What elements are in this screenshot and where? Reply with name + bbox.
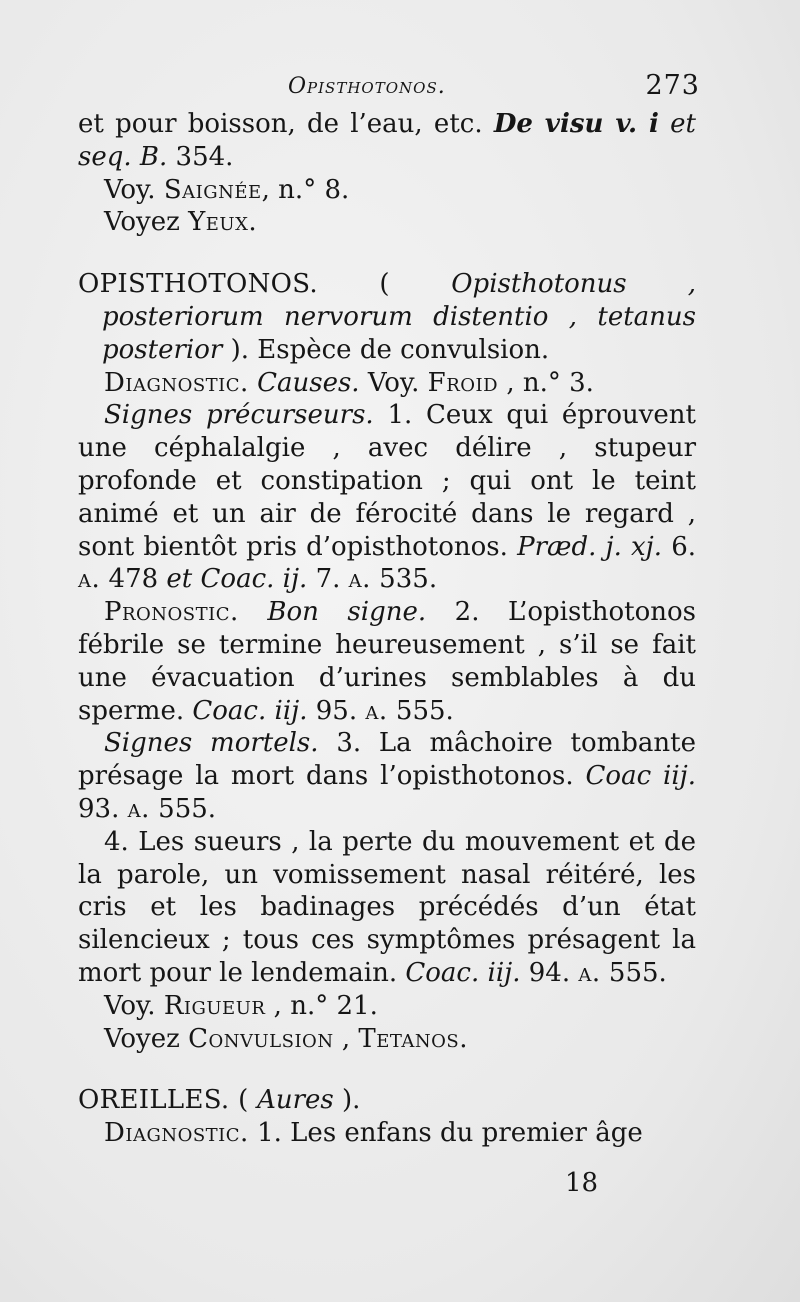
text-run: 555. — [387, 695, 454, 726]
continuation-paragraph — [78, 108, 696, 174]
citation: a. — [578, 957, 601, 988]
citation: a. — [365, 695, 388, 726]
text-run: Voy. — [104, 990, 164, 1021]
text-run: 1. Ceux qui éprouvent une céphalalgie , avec délire , stupeur profonde et constipation ; qui ont le teint animé et un air de férocité dans le regard , sont bientôt pris d’opisthotonos. — [78, 400, 696, 562]
latin-gloss: Opisthotonus , posteriorum nervorum distentio , tetanus posterior — [102, 269, 696, 365]
citation: Coac. iij. — [405, 957, 521, 988]
text-run: Voyez — [104, 207, 189, 238]
text-run: 3. La mâchoire tombante présage la mort dans l’opisthotonos. — [78, 728, 696, 792]
text-run: 478 — [100, 564, 167, 595]
paragraph-sueurs — [78, 826, 696, 990]
text-run: 95. — [307, 695, 366, 726]
text-run: et pour boisson, de l’eau, etc. — [78, 109, 494, 139]
text-run: , n.° 21. — [265, 990, 378, 1021]
page-body — [78, 108, 696, 1150]
subsection-label: Signes précurseurs. — [104, 400, 374, 431]
text-run: , n.° 3. — [498, 367, 594, 398]
text-run: , n.° 8. — [261, 174, 350, 205]
entry-title: OREILLES. ( — [78, 1085, 258, 1116]
text-run: 535. — [370, 564, 438, 595]
text-run: 93. — [78, 793, 128, 824]
text-run: ). Espèce de convulsion. — [222, 334, 550, 365]
text-run: Voy. — [359, 367, 428, 398]
paragraph-signes-precurseurs — [78, 399, 696, 596]
subsection-label: Signes mortels. — [104, 728, 319, 759]
cross-reference — [78, 990, 696, 1023]
reference-term: Saignée — [163, 174, 262, 205]
paragraph-signes-mortels — [78, 727, 696, 825]
subsection-label: Causes. — [248, 367, 360, 398]
reference-term: Rigueur — [163, 990, 266, 1021]
text-run: 7. — [307, 564, 349, 595]
text-run: Voy. — [104, 174, 164, 205]
cross-reference — [78, 206, 696, 239]
text-run: 555. — [149, 793, 217, 824]
paragraph-pronostic — [78, 596, 696, 727]
cross-reference — [78, 174, 696, 207]
page-number: 273 — [645, 70, 700, 101]
text-run: 94. — [520, 957, 579, 988]
diagnostic-line — [78, 1117, 696, 1150]
text-run: 555. — [600, 957, 667, 988]
entry-heading-opisthotonos — [78, 268, 696, 366]
running-title: Opisthotonos. — [288, 74, 446, 99]
text-run: , — [333, 1023, 359, 1054]
signature-mark: 18 — [565, 1168, 599, 1198]
text-run: 1. Les enfans du premier âge — [248, 1118, 643, 1149]
citation: a. — [78, 564, 101, 595]
diagnostic-line — [78, 367, 696, 400]
text-run: 2. L’opisthotonos fébrile se termine heureusement , s’il se fait une évacuation d’urines semblables à du sperme. — [78, 597, 696, 726]
subsection-label: Bon signe. — [238, 597, 427, 628]
section-label: Diagnostic. — [104, 1118, 249, 1149]
section-label: Pronostic. — [104, 597, 239, 628]
section-label: Diagnostic. — [104, 367, 249, 398]
citation: Præd. j. xj. — [517, 531, 663, 562]
citation: a. — [348, 564, 371, 595]
reference-term: Tetanos. — [358, 1023, 468, 1054]
citation: Coac. iij. — [192, 695, 308, 726]
reference-term: Convulsion — [188, 1023, 334, 1054]
text-run: 6. — [662, 531, 696, 562]
entry-title: OPISTHOTONOS. ( — [78, 269, 452, 300]
cross-reference — [78, 1023, 696, 1056]
citation: et seq. B. — [78, 109, 696, 172]
latin-gloss: Aures — [257, 1085, 334, 1116]
text-run: ). — [333, 1085, 361, 1116]
text-run: 354. — [167, 141, 234, 172]
entry-heading-oreilles — [78, 1084, 696, 1117]
citation: et Coac. ij. — [166, 564, 308, 595]
citation: Coac iij. — [585, 761, 696, 792]
running-header — [260, 70, 700, 110]
text-run: 4. Les sueurs , la perte du mouvement et de la parole, un vomissement nasal réitéré, les cris et les badinages précédés d’un état silencieux ; tous ces symptômes présagent la mort pour le lendemain. — [78, 826, 696, 988]
reference-term: Yeux. — [188, 207, 258, 238]
citation: De visu v. i — [493, 109, 659, 139]
reference-term: Froid — [427, 367, 499, 398]
citation: a. — [127, 793, 150, 824]
text-run: Voyez — [104, 1023, 189, 1054]
